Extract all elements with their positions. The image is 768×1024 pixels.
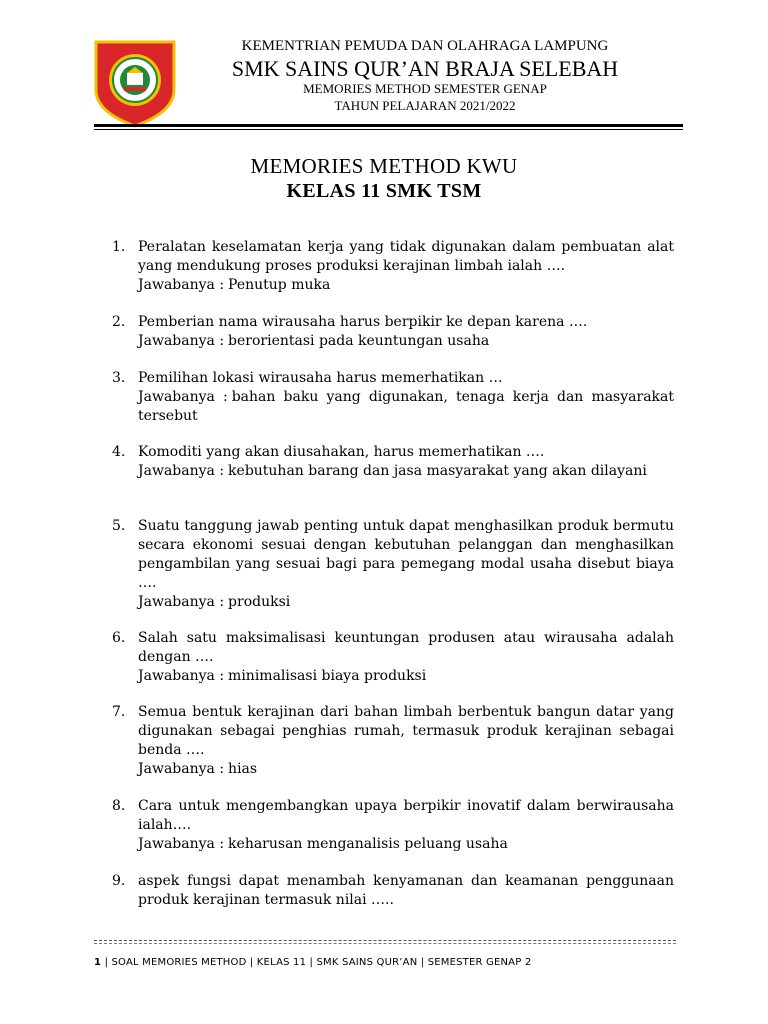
footer-divider-second [94,943,676,944]
question-text: Semua bentuk kerajinan dari bahan limbah berbentuk bangun datar yang digunakan sebagai penghias rumah, termasuk produk kerajinan sebagai benda …. [138,704,674,758]
answer-text: produksi [228,594,291,610]
letterhead-method: MEMORIES METHOD SEMESTER GENAP [303,81,547,96]
answer-label: Jawabanya : [138,463,225,479]
question-body [138,872,674,910]
answer-label: Jawabanya : [138,668,225,684]
question-body [138,517,674,612]
question-number: 7. [112,704,126,720]
question-body [138,629,674,686]
question-body [138,797,674,854]
question-text: Pemberian nama wirausaha harus berpikir ke depan karena …. [138,314,588,330]
question-answer [138,667,674,686]
answer-text: bahan baku yang digunakan, tenaga kerja dan masyarakat tersebut [138,389,674,424]
answer-label: Jawabanya : [138,277,225,293]
question-body [138,369,674,426]
letterhead-divider-thick [94,124,683,127]
answer-text: kebutuhan barang dan jasa masyarakat yang akan dilayani [228,463,647,479]
question-answer [138,332,674,351]
question-answer [138,760,674,779]
answer-label: Jawabanya : [138,389,228,405]
question-number: 8. [112,798,126,814]
question-number: 9. [112,873,126,889]
footer-text: | SOAL MEMORIES METHOD | KELAS 11 | SMK SAINS QUR’AN | SEMESTER GENAP 2 [104,957,532,968]
question-text: Komoditi yang akan diusahakan, harus memerhatikan …. [138,444,545,460]
answer-text: minimalisasi biaya produksi [228,668,427,684]
answer-text: Penutup muka [228,277,331,293]
answer-text: hias [228,761,258,777]
question-body [138,443,674,481]
question-text: Suatu tanggung jawab penting untuk dapat menghasilkan produk bermutu secara ekonomi sesuai dengan kebutuhan pelanggan dan menghasilkan pengambilan yang sesuai bagi para pemegang modal usaha disebut biaya …. [138,518,674,591]
letterhead-academic-year: TAHUN PELAJARAN 2021/2022 [334,98,516,113]
answer-text: keharusan menganalisis peluang usaha [228,836,508,852]
footer-divider [94,940,676,941]
question-text: Pemilihan lokasi wirausaha harus memerhatikan … [138,370,503,386]
question-number: 6. [112,630,126,646]
question-number: 1. [112,239,126,255]
question-body [138,313,674,351]
question-answer [138,593,674,612]
letterhead-school-name: SMK SAINS QUR’AN BRAJA SELEBAH [231,56,619,81]
question-body [138,703,674,779]
question-answer [138,462,674,481]
question-text: aspek fungsi dapat menambah kenyamanan dan keamanan penggunaan produk kerajinan termasuk nilai ….. [138,873,674,908]
question-answer [138,835,674,854]
document-title: MEMORIES METHOD KWU [250,154,518,178]
answer-label: Jawabanya : [138,594,225,610]
question-answer [138,276,674,295]
question-number: 5. [112,518,126,534]
question-body [138,238,674,295]
answer-label: Jawabanya : [138,836,225,852]
question-text: Cara untuk mengembangkan upaya berpikir inovatif dalam berwirausaha ialah…. [138,798,674,833]
question-answer [138,388,674,426]
letterhead-ministry: KEMENTRIAN PEMUDA DAN OLAHRAGA LAMPUNG [241,38,609,54]
question-number: 2. [112,314,126,330]
answer-text: berorientasi pada keuntungan usaha [228,333,490,349]
document-subtitle: KELAS 11 SMK TSM [286,180,482,202]
letterhead-divider-thin [94,129,683,130]
answer-label: Jawabanya : [138,761,225,777]
question-number: 4. [112,444,126,460]
footer-page-number: 1 [94,957,102,968]
question-text: Peralatan keselamatan kerja yang tidak digunakan dalam pembuatan alat yang mendukung proses produksi kerajinan limbah ialah …. [138,239,674,274]
page-footer [94,957,676,968]
question-text: Salah satu maksimalisasi keuntungan produsen atau wirausaha adalah dengan …. [138,630,674,665]
question-number: 3. [112,370,126,386]
answer-label: Jawabanya : [138,333,225,349]
